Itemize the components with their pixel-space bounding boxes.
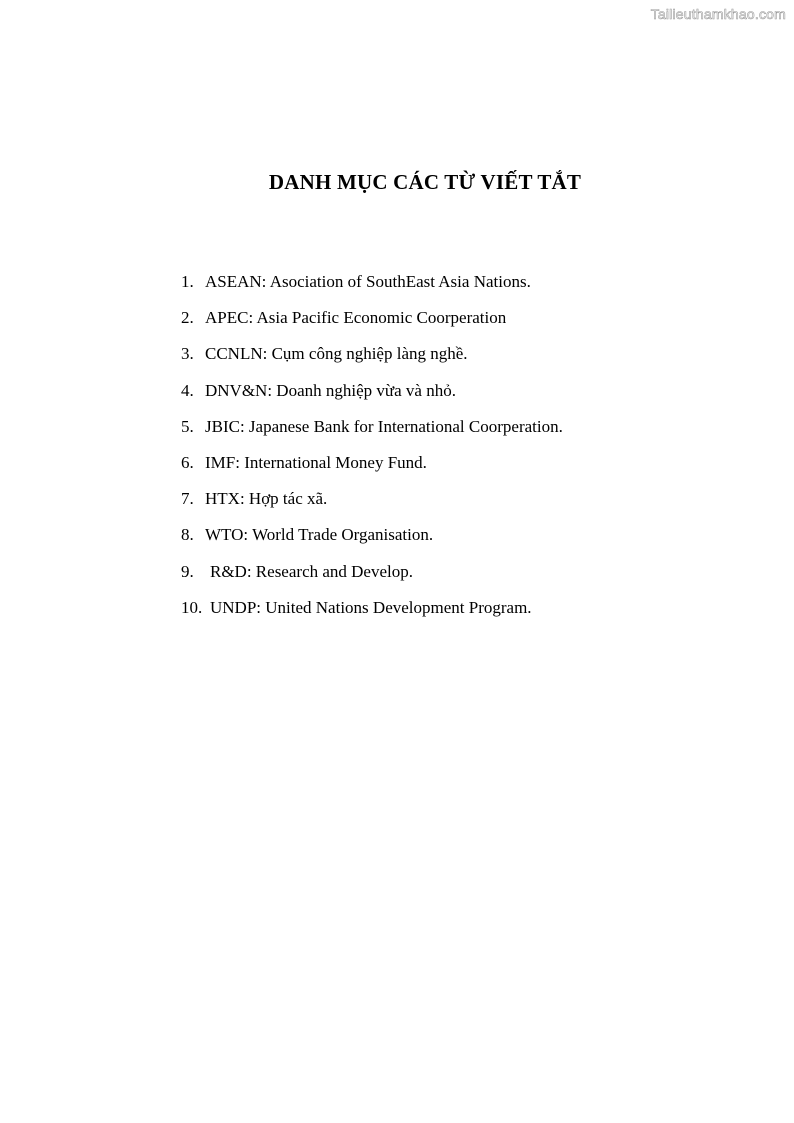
list-item [181, 445, 563, 481]
item-number: 10. [181, 597, 203, 617]
item-text: JBIC: Japanese Bank for International Coorperation. [205, 416, 563, 436]
item-number: 1. [181, 272, 194, 291]
item-number: 8. [181, 525, 194, 545]
list-item [181, 517, 563, 553]
item-text: HTX: Hợp tác xã. [205, 489, 328, 509]
item-number: 9. [181, 561, 194, 581]
item-number: 7. [181, 489, 194, 509]
abbreviation-list [181, 264, 563, 626]
item-text: IMF: International Money Fund. [205, 452, 427, 472]
item-text: R&D: Research and Develop. [210, 561, 413, 581]
item-text: ASEAN: Asociation of SouthEast Asia Nations. [205, 272, 531, 291]
item-number: 6. [181, 452, 194, 472]
watermark-text: Tailieuthamkhao.com [650, 6, 786, 22]
item-text: CCNLN: Cụm công nghiệp làng nghề. [205, 344, 468, 364]
list-item [181, 409, 563, 445]
item-number: 2. [181, 308, 194, 328]
list-item [181, 590, 563, 626]
list-item [181, 554, 563, 590]
list-item [181, 481, 563, 517]
list-item [181, 264, 563, 300]
list-item [181, 336, 563, 372]
item-text: APEC: Asia Pacific Economic Coorperation [205, 308, 507, 328]
item-text: WTO: World Trade Organisation. [205, 525, 434, 545]
item-text: UNDP: United Nations Development Program. [210, 597, 532, 617]
item-number: 4. [181, 380, 194, 400]
item-number: 5. [181, 416, 194, 436]
item-text: DNV&N: Doanh nghiệp vừa và nhỏ. [205, 380, 456, 400]
item-number: 3. [181, 344, 194, 364]
list-item [181, 300, 563, 336]
page-title: DANH MỤC CÁC TỪ VIẾT TẮT [268, 170, 582, 194]
list-item [181, 373, 563, 409]
